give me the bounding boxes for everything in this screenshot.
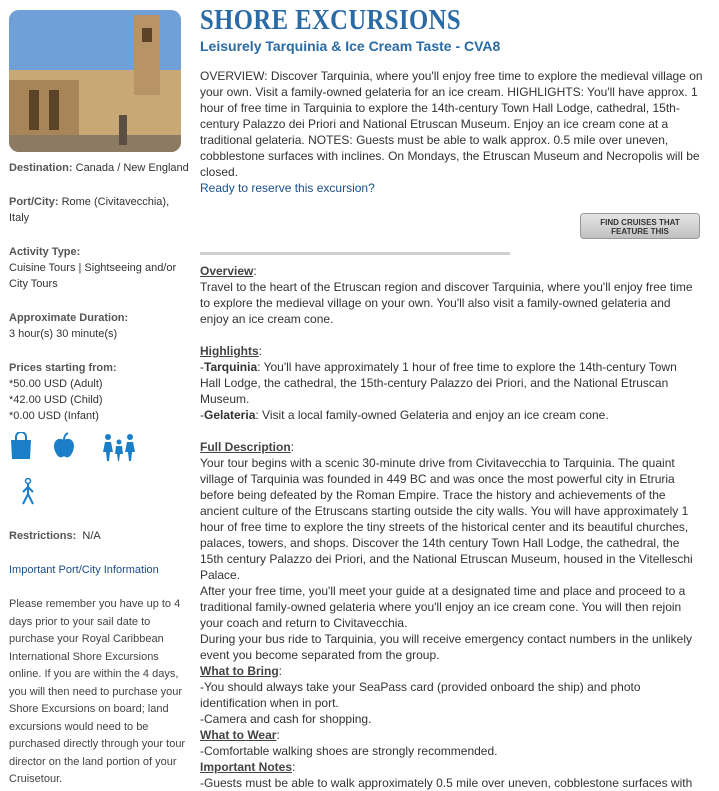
restrictions-label: Restrictions: — [9, 530, 77, 542]
purchase-note: Please remember you have up to 4 days prior to your sail date to purchase your Royal Caribbean International Shore Excursions online. If you are within the 4 days, you will then need to purchase your Shore Excursions on board; land excursions would need to be purchased directly through your tour director on the land portion of your Cruisetour. — [9, 598, 186, 785]
price-child: *42.00 USD (Child) — [9, 394, 103, 406]
excursion-subtitle: Leisurely Tarquinia & Ice Cream Taste - CVA8 — [200, 38, 501, 54]
full-description-p3: During your bus ride to Tarquinia, you will receive emergency contact numbers in the unlikely event you become separated from the group. — [200, 632, 693, 662]
excursion-photo — [9, 10, 181, 152]
family-icon — [101, 432, 137, 462]
apple-icon — [52, 432, 76, 460]
full-description-p2: After your free time, you'll meet your guide at a designated time and place and proceed to a traditional family-owned gelateria where you'll enjoy an ice cream cone. You will then rejoin your coach and return to Civitavecchia. — [200, 584, 686, 630]
activity-value: Cuisine Tours | Sightseeing and/or City Tours — [9, 262, 177, 290]
highlight-text: : Visit a local family-owned Gelateria and enjoy an ice cream cone. — [255, 408, 609, 422]
price-adult: *50.00 USD (Adult) — [9, 378, 103, 390]
highlights-heading: Highlights — [200, 344, 259, 358]
highlight-item: -Gelateria: Visit a local family-owned Gelateria and enjoy an ice cream cone. — [200, 408, 609, 422]
price-infant: *0.00 USD (Infant) — [9, 410, 99, 422]
restrictions-value: N/A — [82, 530, 101, 542]
overview-heading: Overview — [200, 264, 254, 278]
activity-row — [9, 244, 189, 292]
port-label: Port/City: — [9, 196, 59, 208]
highlight-bold: Gelateria — [204, 408, 256, 422]
wear-item: -Comfortable walking shoes are strongly recommended. — [200, 744, 498, 758]
duration-label: Approximate Duration: — [9, 312, 129, 324]
highlight-item: -Tarquinia: You'll have approximately 1 hour of free time to explore the 14th-century Town Hall Lodge, the cathedral, the 15th-century Palazzo dei Priori, and the National Etruscan Museum. — [200, 360, 677, 406]
what-to-bring-heading: What to Bring — [200, 664, 279, 678]
destination-value: Canada / New England — [75, 162, 189, 174]
walking-person-icon — [19, 478, 37, 506]
main-content — [200, 5, 705, 790]
prices-block — [9, 360, 189, 424]
bring-item: -Camera and cash for shopping. — [200, 712, 372, 726]
activity-icons — [9, 432, 189, 512]
find-cruises-button[interactable]: FIND CRUISES THAT FEATURE THIS — [580, 213, 700, 239]
overview-text: Travel to the heart of the Etruscan region and discover Tarquinia, where you'll enjoy free time to explore the medieval village on your own. You'll also visit a family-owned gelateria and enjoy an ice cream cone. — [200, 280, 693, 326]
important-port-info-link[interactable]: Important Port/City Information — [9, 564, 159, 576]
highlight-text: : You'll have approximately 1 hour of free time to explore the 14th-century Town Hall Lodge, the cathedral, the 15th-century Palazzo dei Priori, and the National Etruscan Museum. — [200, 360, 677, 406]
reserve-link[interactable]: Ready to reserve this excursion? — [200, 181, 375, 195]
bring-item: -You should always take your SeaPass card (provided onboard the ship) and photo identification when in port. — [200, 680, 641, 710]
full-description-p1: Your tour begins with a scenic 30-minute drive from Civitavecchia to Tarquinia. The quaint village of Tarquinia was founded in 449 BC and was once the most powerful city in Etruria before being defeated by the Roman Empire. Trace the history and achievements of the ancient culture of the Etruscans starting outside the city walls. You will have approximately 1 hour of free time to explore the tiny streets of the historical center and its beautiful churches, palaces, towers, and shops. Discover the 14th century Town Hall Lodge, the cathedral, the 15th century Palazzo dei Priori, and the National Etruscan Museum, housed in the Vitelleschi Palace. — [200, 456, 693, 582]
prices-label: Prices starting from: — [9, 362, 117, 374]
page-title: SHORE EXCURSIONS — [200, 5, 462, 36]
duration-value: 3 hour(s) 30 minute(s) — [9, 328, 118, 340]
description-body: Overview: Travel to the heart of the Etruscan region and discover Tarquinia, where you'll enjoy free time to explore the medieval village on your own. You'll also visit a family-owned gelateria and enjoy an ice cream cone. Highlights: -Tarquinia: You'll have approximately 1 hour of free time to explore the 14th-century Town Hall Lodge, the cathedral, the 15th-century Palazzo dei Priori, and the National Etruscan Museum. -Gelateria: Visit a local family-owned Gelateria and enjoy an ice cream cone. Full Description: Your tour begins with a scenic 30-minute drive from Civitavecchia to Tarquinia. The quaint village of Tarquinia was founded in 449 BC and was once the most powerful city in Etruria before being defeated by the Roman Empire. Trace the history and achievements of the ancient culture of the Etruscans starting outside the city walls. You will have approximately 1 hour of free time to explore the tiny streets of the historical center and its beautiful churches, palaces, towers, and shops. Discover the 14th century Town Hall Lodge, the cathedral, the 15th century Palazzo dei Priori, and the National Etruscan Museum, housed in the Vitelleschi Palace. After your free time, you'll meet your guide at a designated time and place and proceed to a traditional family-owned gelateria where you'll enjoy an ice cream cone. You will then rejoin your coach and return to Civitavecchia. During your bus ride to Tarquinia, you will receive emergency contact numbers in the unlikely event you become separated from the group. What to Bring: -You should always take your SeaPass card (provided onboard the ship) and photo identification when in port. -Camera and cash for shopping. What to Wear: -Comfortable walking shoes are strongly recommended. Important Notes: -Guests must be able to walk approximately 0.5 mile over uneven, cobblestone surfaces with — [200, 263, 700, 791]
notes-item: -Guests must be able to walk approximately 0.5 mile over uneven, cobblestone surfaces with — [200, 776, 693, 790]
port-row — [9, 194, 189, 226]
shopping-bag-icon — [9, 432, 33, 460]
destination-row — [9, 160, 189, 176]
highlight-bold: Tarquinia — [204, 360, 258, 374]
restrictions-row — [9, 528, 189, 544]
duration-row — [9, 310, 189, 342]
port-value: Rome (Civitavecchia), Italy — [9, 196, 170, 224]
destination-label: Destination: — [9, 162, 73, 174]
overview-summary: OVERVIEW: Discover Tarquinia, where you'll enjoy free time to explore the medieval village on your own. Visit a family-owned gelateria for an ice cream. HIGHLIGHTS: You'll have approx. 1 hour of free time in Tarquinia to explore the 14th-century Town Hall Lodge, cathedral, 15th-century Palazzo dei Priori and National Etruscan Museum. Enjoy an ice cream cone at a traditional gelateria. NOTES: Guests must be able to walk approx. 0.5 mile over uneven, cobblestone surfaces with inclines. On Mondays, the Etruscan Museum and Necropolis will be closed. — [200, 69, 703, 179]
what-to-wear-heading: What to Wear — [200, 728, 277, 742]
activity-label: Activity Type: — [9, 246, 81, 258]
divider — [200, 252, 510, 255]
sidebar — [9, 10, 189, 789]
important-notes-heading: Important Notes — [200, 760, 293, 774]
full-description-heading: Full Description — [200, 440, 291, 454]
